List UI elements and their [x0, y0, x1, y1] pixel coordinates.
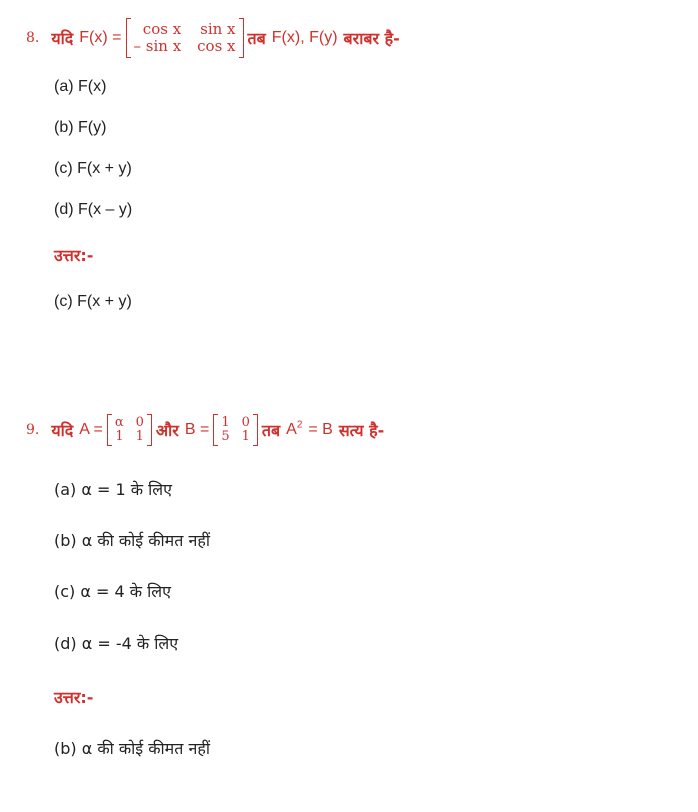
- option-c: (c) α = 4 के लिए: [54, 582, 171, 601]
- matrix-cell: – sin x: [133, 37, 182, 55]
- matrix-cell: 5: [221, 429, 230, 444]
- equation-rhs: = B: [308, 421, 333, 438]
- matrix-b-label: B =: [184, 421, 210, 438]
- matrix-cell: 0: [135, 415, 144, 430]
- right-bracket: [147, 414, 152, 446]
- matrix-cell: 1: [221, 415, 230, 430]
- question-ending: बराबर है-: [343, 29, 400, 48]
- option-a: (a) α = 1 के लिए: [54, 480, 172, 499]
- option-b: (b) F(y): [54, 119, 107, 136]
- matrix-cell: α: [114, 415, 124, 430]
- question-number: 8.: [26, 30, 40, 46]
- question-number: 9.: [26, 422, 40, 438]
- matrix-cell: cos x: [197, 37, 236, 55]
- option-d: (d) α = -4 के लिए: [54, 634, 179, 653]
- matrix-a-label: A =: [79, 421, 103, 438]
- answer-label: उत्तर:-: [54, 688, 94, 707]
- question-prefix: यदि: [51, 421, 74, 440]
- matrix-cell: sin x: [200, 20, 236, 38]
- question-functions: F(x), F(y): [271, 29, 338, 46]
- question-connector: तब: [247, 29, 266, 48]
- matrix-cell: 1: [241, 429, 250, 444]
- equation-base: A: [286, 421, 297, 438]
- option-b: (b) α की कोई कीमत नहीं: [54, 531, 210, 550]
- matrix-cell: 1: [115, 429, 124, 444]
- question-conjunction: और: [155, 421, 179, 440]
- equation-lhs: [286, 421, 302, 439]
- right-bracket: [239, 18, 244, 58]
- option-c: (c) F(x + y): [54, 160, 132, 177]
- option-d: (d) F(x – y): [54, 201, 133, 218]
- matrix-cell: 1: [135, 429, 144, 444]
- option-a: (a) F(x): [54, 78, 107, 95]
- function-lhs: F(x) =: [79, 29, 122, 46]
- equation-exponent: 2: [296, 419, 303, 431]
- question-8-line: [26, 18, 400, 58]
- question-prefix: यदि: [51, 29, 74, 48]
- matrix-b: [213, 414, 258, 446]
- question-ending: सत्य है-: [338, 421, 385, 440]
- question-connector: तब: [261, 421, 281, 440]
- answer-label: उत्तर:-: [54, 246, 94, 265]
- question-9-line: [26, 414, 384, 446]
- right-bracket: [253, 414, 258, 446]
- matrix-cell: 0: [241, 415, 250, 430]
- answer-text: (b) α की कोई कीमत नहीं: [54, 739, 210, 758]
- matrix-cell: cos x: [142, 20, 182, 38]
- matrix-a: [107, 414, 152, 446]
- answer-text: (c) F(x + y): [54, 293, 132, 310]
- rotation-matrix: [126, 18, 244, 58]
